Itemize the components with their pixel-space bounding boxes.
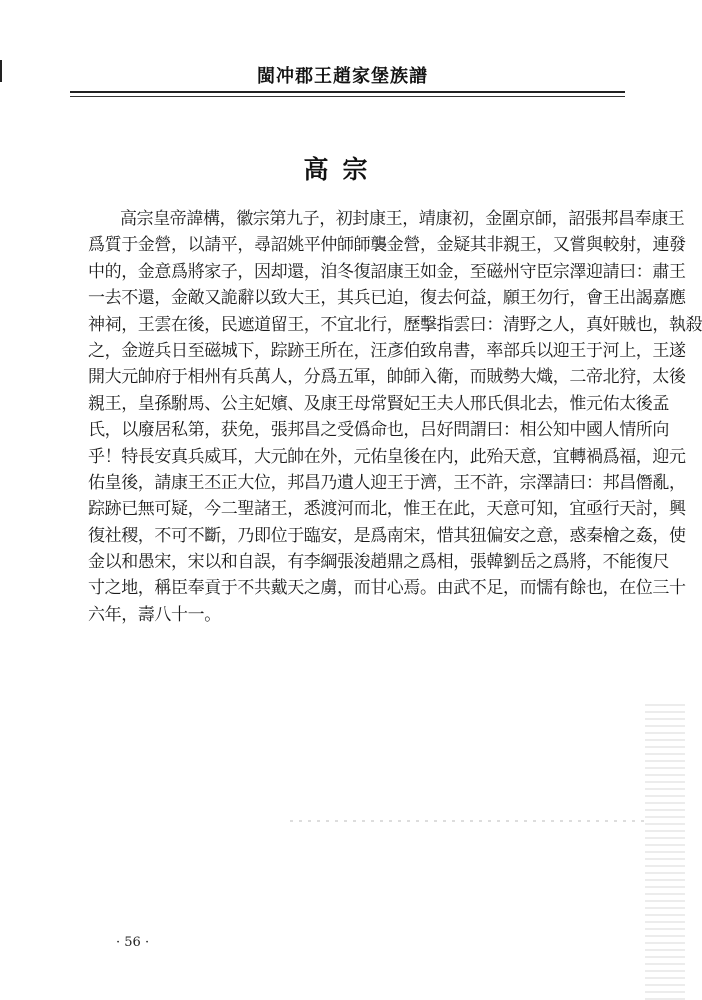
running-header: 閩冲郡王趙家堡族譜 [257, 66, 428, 87]
text-line: 一去不還，金敵又詭辭以致大王，其兵已迫，復去何益，願王勿行，會王出謁嘉應 [88, 288, 686, 309]
chapter-title: 高宗 [303, 155, 382, 184]
text-line: 高宗皇帝諱構，徽宗第九子，初封康王，靖康初，金圍京師，詔張邦昌奉康王 [120, 209, 685, 229]
text-line: 親王，皇孫駙馬、公主妃嬪、及康王母常賢妃王夫人邢氏俱北去，惟元佑太後孟 [88, 393, 669, 414]
text-line: 復社稷，不可不斷，乃即位于臨安，是爲南宋，惜其狃偏安之意，惑秦檜之姦，使 [88, 525, 686, 546]
text-line: 寸之地，稱臣奉貢于不共戴天之虜，而甘心焉。由武不足，而懦有餘也，在位三十 [88, 578, 686, 599]
text-line: 神祠，王雲在後，民遮道留王，不宜北行，歷擊指雲曰：清野之人，真奸賊也，執殺 [88, 314, 702, 335]
scan-noise [290, 820, 650, 822]
body-text [88, 206, 702, 628]
text-line: 踪跡已無可疑，今二聖諸王，悉渡河而北，惟王在此，天意可知，宜亟行天討，興 [88, 499, 686, 520]
text-line: 六年，壽八十一。 [88, 604, 221, 625]
text-line: 乎！特長安真兵威耳，大元帥在外，元佑皇後在内，此殆天意，宜轉禍爲福，迎元 [88, 446, 686, 467]
text-line: 氏，以廢居私第，获免，張邦昌之受僞命也，吕好問謂曰：相公知中國人情所向 [88, 420, 669, 441]
text-line: 開大元帥府于相州有兵萬人，分爲五軍，帥師入衛，而賊勢大熾，二帝北狩，太後 [88, 367, 686, 388]
header-rule-thin [70, 96, 625, 97]
text-line: 中的，金意爲將家子，因却還，洎冬復詔康王如金，至磁州守臣宗澤迎請曰：肅王 [88, 261, 686, 282]
text-line: 佑皇後，請康王丕正大位，邦昌乃遺人迎王于濟，王不許，宗澤請曰：邦昌僭亂， [88, 472, 686, 493]
text-line: 金以和愚宋，宋以和自誤，有李綱張浚趙鼎之爲相，張韓劉岳之爲將，不能復尺 [88, 552, 669, 573]
scan-edge-noise [645, 700, 685, 1000]
text-line: 之，金遊兵日至磁城下，踪跡王所在，汪彥伯致帛書，率部兵以迎王于河上，王遂 [88, 340, 686, 361]
text-line: 爲質于金營，以請平，尋詔姚平仲師師襲金營，金疑其非親王，又嘗與較射，連發 [88, 235, 686, 256]
header-rule-thick [70, 91, 625, 93]
page-number: · 56 · [116, 935, 150, 950]
